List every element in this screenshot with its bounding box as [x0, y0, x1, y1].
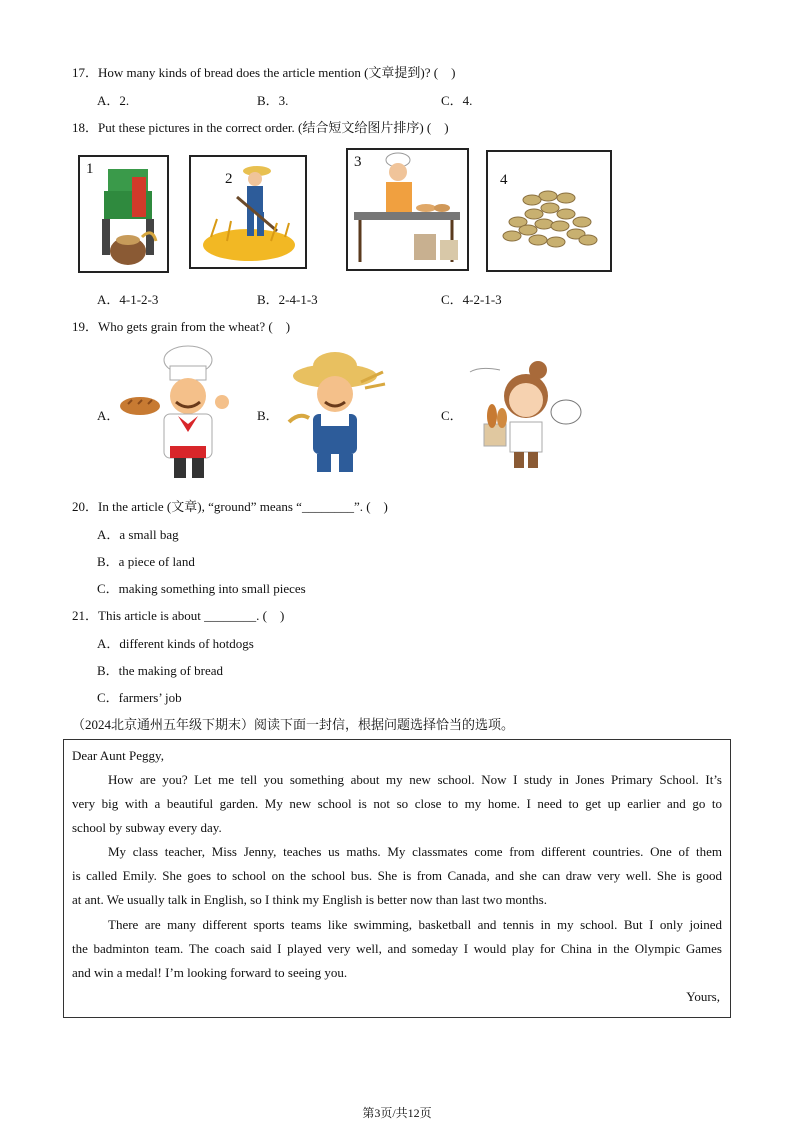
letter-passage-box: [63, 739, 731, 1018]
picture-2-farmer-harvesting: [189, 155, 307, 269]
picture-3-baker-kneading: [346, 148, 469, 271]
baker-with-bread-icon: [118, 344, 238, 484]
letter-line: at ant. We usually talk in English, so I think my English is better now than last two months.: [72, 892, 547, 907]
page-footer: 第3页/共12页: [362, 1106, 432, 1120]
q18-option-b: B．2-4-1-3: [257, 292, 318, 307]
letter-greeting: Dear Aunt Peggy,: [72, 748, 164, 763]
q18-option-c: C．4-2-1-3: [441, 292, 502, 307]
letter-line: There are many different sports teams like swimming, basketball and tennis in my school. But I only joined: [108, 917, 722, 932]
picture-number: 3: [354, 154, 362, 170]
letter-line: is called Emily. She goes to school on the school bus. She is from Canada, and she can draw very well. She is good: [72, 868, 722, 883]
letter-line: the badminton team. The coach said I played very well, and someday I would play for China in the Olympic Games: [72, 941, 722, 956]
letter-line: school by subway every day.: [72, 820, 222, 835]
picture-4-wheat-grains: [486, 150, 612, 272]
letter-line: very big with a beautiful garden. My new school is not so close to my home. I need to get up earlier and go to: [72, 796, 722, 811]
baker-at-table-icon: [348, 150, 467, 269]
q17-option-b: B．3.: [257, 93, 289, 108]
q17-option-a: A．2.: [97, 93, 130, 108]
girl-eating-bread-icon: [466, 358, 586, 473]
q19-option-c: C．: [441, 408, 463, 423]
q17-stem: 17．How many kinds of bread does the article mention (文章提到)? ( ): [72, 65, 456, 80]
q21-stem: 21．This article is about ________. ( ): [72, 608, 285, 623]
q20-option-b: B．a piece of land: [97, 554, 195, 569]
letter-closing: Yours,: [686, 989, 720, 1004]
q20-option-c: C．making something into small pieces: [97, 581, 306, 596]
section-intro: （2024北京通州五年级下期末）阅读下面一封信，根据问题选择恰当的选项。: [72, 717, 515, 732]
q21-option-b: B．the making of bread: [97, 663, 223, 678]
picture-number: 2: [225, 171, 233, 187]
q19-option-a: A．: [97, 408, 120, 423]
picture-number: 1: [86, 161, 94, 177]
q17-option-c: C．4.: [441, 93, 473, 108]
q19-stem: 19．Who gets grain from the wheat? ( ): [72, 319, 291, 334]
letter-line: and win a medal! I’m looking forward to seeing you.: [72, 965, 348, 980]
q20-option-a: A．a small bag: [97, 527, 179, 542]
letter-line: How are you? Let me tell you something about my new school. Now I study in Jones Primary School. It’s: [108, 772, 722, 787]
farmer-with-scythe-icon: [191, 157, 305, 267]
q18-stem: 18．Put these pictures in the correct order. (结合短文给图片排序) ( ): [72, 120, 449, 135]
picture-1-rice-mill: [78, 155, 169, 273]
q20-stem: 20．In the article (文章), “ground” means “________”. ( ): [72, 499, 388, 514]
grain-pile-icon: [488, 152, 610, 270]
picture-number: 4: [500, 172, 508, 188]
q21-option-c: C．farmers’ job: [97, 690, 182, 705]
q18-option-a: A．4-1-2-3: [97, 292, 159, 307]
q19-option-b: B．: [257, 408, 279, 423]
letter-line: My class teacher, Miss Jenny, teaches us maths. My classmates come from different countries. One of them: [108, 844, 722, 859]
q21-option-a: A．different kinds of hotdogs: [97, 636, 254, 651]
farmer-with-wheat-icon: [285, 348, 395, 478]
